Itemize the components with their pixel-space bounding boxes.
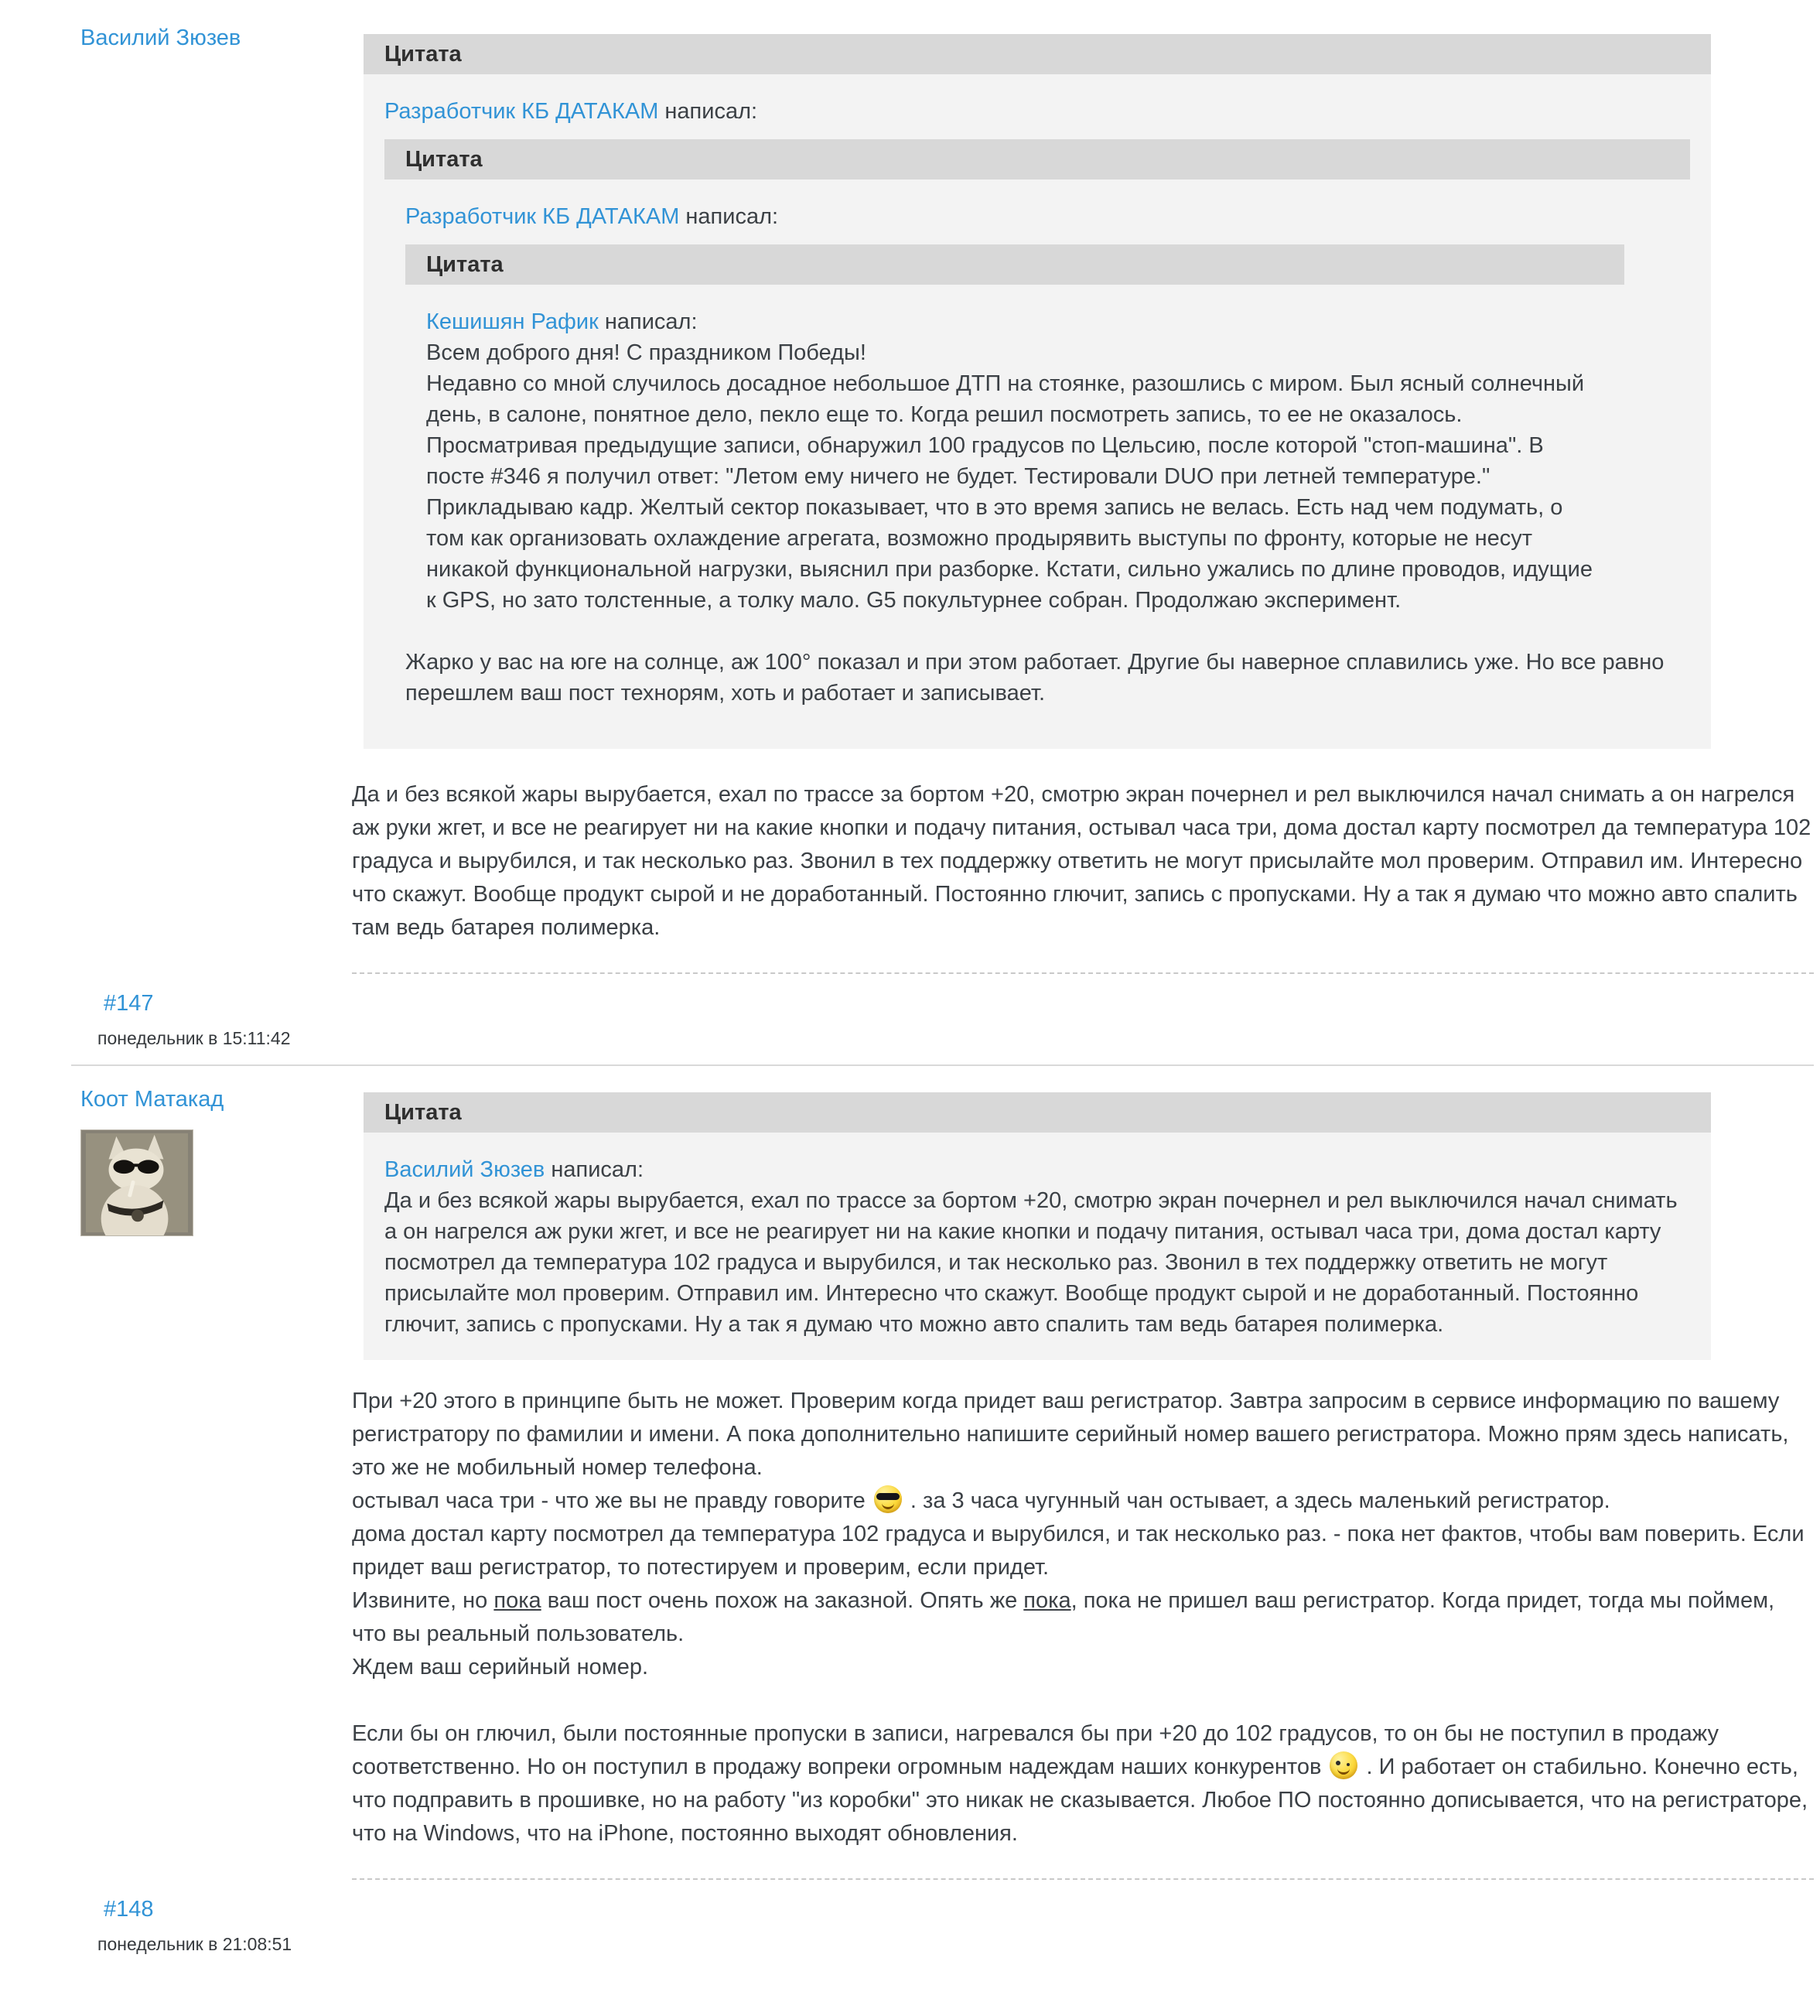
quote-level1-body	[364, 74, 1711, 749]
quoted-author-link-keshishyan[interactable]: Кешишян Рафик	[426, 309, 599, 334]
post2-author-column	[0, 1066, 352, 1236]
post1-author-link[interactable]: Василий Зюзев	[80, 26, 241, 50]
quoted-author-link-datakam-1[interactable]: Разработчик КБ ДАТАКАМ	[384, 99, 659, 124]
post2-quote-block	[364, 1092, 1711, 1360]
avatar-cat-sunglasses[interactable]	[80, 1129, 193, 1236]
post2-footer	[0, 1897, 1820, 1955]
reply-line: При +20 этого в принципе быть не может. Проверим когда придет ваш регистратор. Завтра запросим в сервисе информацию по вашему регистратору по фамилии и имени. А пока дополнительно напишите серийный номер вашего регистратора. Можно прям здесь написать, это же не мобильный номер телефона.	[352, 1389, 1789, 1480]
post1-author-column	[0, 5, 352, 51]
quoted-greeting-line: Всем доброго дня! С праздником Победы!	[426, 340, 866, 365]
quote-level2-reply-text: Жарко у вас на юге на солнце, аж 100° показал и при этом работает. Другие бы наверное сплавились уже. Но все равно перешлем ваш пост технорям, хоть и работает и записывает.	[405, 650, 1671, 706]
wrote-suffix: написал:	[679, 204, 779, 229]
cool-emoji-icon	[874, 1485, 902, 1513]
quote-level1-title: Цитата	[364, 34, 1711, 74]
post2-author-link[interactable]: Коот Матакад	[80, 1087, 224, 1112]
quote-level2-body	[384, 179, 1690, 729]
post-147	[0, 0, 1820, 974]
reply-line: дома достал карту посмотрел да температура 102 градуса и вырубился, и так несколько раз. - пока нет фактов, чтобы вам поверить. Если придет ваш регистратор, то потестируем и проверим, если придет.	[352, 1522, 1805, 1580]
underlined-word: пока	[1023, 1588, 1071, 1613]
post2-timestamp: понедельник в 21:08:51	[97, 1934, 292, 1954]
quote-level3-author-line	[426, 306, 1603, 337]
dashed-separator	[352, 1878, 1814, 1880]
reply-line: Если бы он глючил, были постоянные пропуски в записи, нагревался бы при +20 до 102 градусов, то он бы не поступил в продажу соответственно. Но он поступил в продажу вопреки огромным надеждам наших конкурентов . И работает он стабильно. Конечно есть, что подправить в прошивке, но на работу "из коробки" это никак не сказывается. Любое ПО постоянно дописывается, что на регистраторе, что на Windows, что на iPhone, постоянно выходят обновления.	[352, 1721, 1808, 1846]
post2-number-link[interactable]: #148	[104, 1897, 154, 1922]
post2-quote-title: Цитата	[364, 1092, 1711, 1133]
quote-level3-title: Цитата	[405, 244, 1624, 285]
quote-block-level2	[384, 139, 1690, 729]
quote-block-level1	[364, 34, 1711, 749]
post1-timestamp: понедельник в 15:11:42	[97, 1028, 291, 1048]
post1-number-link[interactable]: #147	[104, 991, 154, 1016]
quote-block-level3	[405, 244, 1624, 636]
post1-body-text: Да и без всякой жары вырубается, ехал по трассе за бортом +20, смотрю экран почернел и рел выключился начал снимать а он нагрелся аж руки жгет, и все не реагирует ни на какие кнопки и подачу питания, остывал часа три, дома достал карту посмотрел да температура 102 градуса и вырубился, и так несколько раз. Звонил в тех поддержку ответить не могут присылайте мол проверим. Отправил им. Интересно что скажут. Вообще продукт сырой и не доработанный. Постоянно глючит, запись с пропусками. Ну а так я думаю что можно авто спалить там ведь батарея полимерка.	[352, 782, 1811, 940]
quoted-author-link-zyuzev[interactable]: Василий Зюзев	[384, 1157, 545, 1182]
wrote-suffix: написал:	[545, 1157, 644, 1182]
quote-level1-author-line	[384, 96, 1690, 127]
quoted-story-text: Недавно со мной случилось досадное небольшое ДТП на стоянке, разошлись с миром. Был ясный солнечный день, в салоне, понятное дело, пекло еще то. Когда решил посмотреть запись, то ее не оказалось. Просматривая предыдущие записи, обнаружил 100 градусов по Цельсию, после которой "стоп-машина". В посте #346 я получил ответ: "Летом ему ничего не будет. Тестировали DUO при летней температуре." Прикладываю кадр. Желтый сектор показывает, что в это время запись не велась. Есть над чем подумать, о том как организовать охлаждение агрегата, возможно продырявить выступы по фронту, которые не несут никакой функциональной нагрузки, выяснил при разборке. Кстати, сильно ужались по длине проводов, идущие к GPS, но зато толстенные, а толку мало. G5 покультурнее собран. Продолжаю эксперимент.	[426, 371, 1600, 613]
quote-level3-body	[405, 285, 1624, 636]
reply-line: Ждем ваш серийный номер.	[352, 1655, 649, 1679]
wink-emoji-icon	[1330, 1751, 1357, 1779]
post2-quote-author-line	[384, 1154, 1690, 1185]
reply-line: Извините, но пока ваш пост очень похож на заказной. Опять же пока, пока не пришел ваш регистратор. Когда придет, тогда мы поймем, что вы реальный пользователь.	[352, 1588, 1775, 1646]
post2-quoted-text: Да и без всякой жары вырубается, ехал по трассе за бортом +20, смотрю экран почернел и рел выключился начал снимать а он нагрелся аж руки жгет, и все не реагирует ни на какие кнопки и подачу питания, остывал часа три, дома достал карту посмотрел да температура 102 градуса и вырубился, и так несколько раз. Звонил в тех поддержку ответить не могут присылайте мол проверим. Отправил им. Интересно что скажут. Вообще продукт сырой и не доработанный. Постоянно глючит, запись с пропусками. Ну а так я думаю что можно авто спалить там ведь батарея полимерка.	[384, 1188, 1684, 1337]
post2-reply-text	[352, 1385, 1814, 1850]
dashed-separator	[352, 972, 1814, 974]
wrote-suffix: написал:	[658, 99, 758, 124]
wrote-suffix: написал:	[598, 309, 698, 334]
post1-content-column	[352, 5, 1820, 974]
reply-line: остывал часа три - что же вы не правду говорите . за 3 часа чугунный чан остывает, а здесь маленький регистратор.	[352, 1485, 1814, 1518]
post2-quote-body	[364, 1133, 1711, 1360]
underlined-word: пока	[493, 1588, 541, 1613]
quoted-author-link-datakam-2[interactable]: Разработчик КБ ДАТАКАМ	[405, 204, 680, 229]
reply-blank-line	[352, 1684, 1814, 1717]
quote-level2-author-line	[405, 201, 1669, 232]
post-148	[0, 1066, 1820, 1880]
post2-content-column	[352, 1066, 1820, 1880]
quote-level2-title: Цитата	[384, 139, 1690, 179]
post1-footer	[0, 991, 1820, 1049]
